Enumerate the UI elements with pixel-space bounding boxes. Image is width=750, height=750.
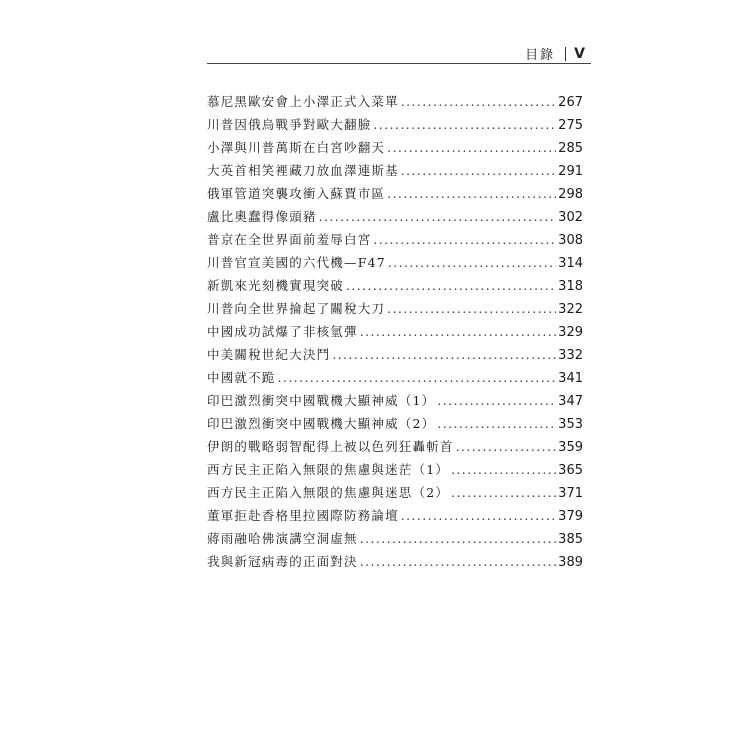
toc-entry-title: 西方民主正陷入無限的焦慮與迷思（2） [207, 485, 450, 500]
toc-entry-title: 俄軍管道突襲攻衝入蘇賈市區 [207, 186, 386, 201]
toc-entry-page: 308 [558, 233, 583, 248]
toc-entry[interactable] [207, 460, 583, 483]
toc-entry[interactable] [207, 437, 583, 460]
toc-entry-title: 中國就不跪 [207, 370, 276, 385]
toc-entry-title: 印巴激烈衝突中國戰機大顯神威（1） [207, 393, 436, 408]
toc-leader-dots [360, 324, 556, 339]
toc-entry[interactable] [207, 345, 583, 368]
toc-leader-dots [360, 554, 556, 569]
toc-leader-dots [401, 163, 556, 178]
toc-entry[interactable] [207, 391, 583, 414]
toc-entry-title: 蔣雨融哈佛演講空洞虛無 [207, 531, 358, 546]
toc-entry-title: 川普因俄烏戰爭對歐大翻臉 [207, 117, 372, 132]
toc-entry-page: 318 [558, 279, 583, 294]
toc-entry[interactable] [207, 368, 583, 391]
toc-entry[interactable] [207, 506, 583, 529]
toc-entry-title: 新凱來光刻機實現突破 [207, 278, 345, 293]
toc-entry[interactable] [207, 322, 583, 345]
toc-entry[interactable] [207, 276, 583, 299]
toc-entry[interactable] [207, 138, 583, 161]
running-head [525, 44, 585, 63]
toc-entry-page: 359 [558, 440, 583, 455]
toc-entry-page: 314 [558, 256, 583, 271]
toc-leader-dots [401, 508, 556, 523]
toc-leader-dots [360, 531, 556, 546]
toc-entry[interactable] [207, 161, 583, 184]
toc-entry-page: 347 [558, 394, 583, 409]
toc-entry-title: 川普官宣美國的六代機—F47 [207, 255, 386, 270]
toc-entry[interactable] [207, 184, 583, 207]
toc-entry-title: 中國成功試爆了非核氫彈 [207, 324, 358, 339]
toc-entry-page: 285 [558, 141, 583, 156]
toc-entry-title: 普京在全世界面前羞辱白宮 [207, 232, 372, 247]
toc-entry[interactable] [207, 299, 583, 322]
toc-entry[interactable] [207, 207, 583, 230]
toc-leader-dots [332, 347, 556, 362]
toc-entry-title: 董軍拒赴香格里拉國際防務論壇 [207, 508, 399, 523]
toc-entry-page: 389 [558, 555, 583, 570]
toc-leader-dots [451, 462, 556, 477]
toc-entry-page: 302 [558, 210, 583, 225]
toc-entry[interactable] [207, 92, 583, 115]
toc-entry-page: 275 [558, 118, 583, 133]
table-of-contents [207, 92, 583, 575]
toc-entry[interactable] [207, 253, 583, 276]
toc-entry[interactable] [207, 414, 583, 437]
toc-leader-dots [346, 278, 556, 293]
toc-leader-dots [451, 485, 556, 500]
toc-entry-title: 慕尼黑歐安會上小澤正式入菜單 [207, 94, 399, 109]
toc-entry-page: 353 [558, 417, 583, 432]
toc-entry-title: 大英首相笑裡藏刀放血澤連斯基 [207, 163, 399, 178]
toc-leader-dots [373, 232, 556, 247]
toc-entry[interactable] [207, 529, 583, 552]
toc-entry-title: 中美關稅世紀大決鬥 [207, 347, 331, 362]
toc-entry-page: 329 [558, 325, 583, 340]
toc-entry-page: 371 [558, 486, 583, 501]
toc-entry-title: 小澤與川普萬斯在白宮吵翻天 [207, 140, 386, 155]
toc-entry-title: 伊朗的戰略弱智配得上被以色列狂轟斬首 [207, 439, 454, 454]
page-number: V [574, 45, 585, 62]
toc-entry-title: 印巴激烈衝突中國戰機大顯神威（2） [207, 416, 436, 431]
toc-leader-dots [278, 370, 557, 385]
toc-leader-dots [437, 393, 556, 408]
toc-entry[interactable] [207, 230, 583, 253]
toc-entry-page: 332 [558, 348, 583, 363]
toc-entry-page: 291 [558, 164, 583, 179]
toc-leader-dots [437, 416, 556, 431]
toc-leader-dots [319, 209, 557, 224]
toc-entry-page: 267 [558, 95, 583, 110]
toc-leader-dots [387, 186, 556, 201]
header-rule [207, 63, 591, 64]
toc-entry-page: 322 [558, 302, 583, 317]
toc-entry-page: 298 [558, 187, 583, 202]
section-title: 目錄 [525, 48, 556, 63]
header-separator [565, 47, 566, 61]
toc-entry[interactable] [207, 115, 583, 138]
toc-entry-page: 341 [558, 371, 583, 386]
toc-entry-page: 385 [558, 532, 583, 547]
toc-entry-title: 盧比奧蠢得像頭豬 [207, 209, 317, 224]
toc-leader-dots [373, 117, 556, 132]
toc-entry[interactable] [207, 552, 583, 575]
toc-leader-dots [388, 255, 556, 270]
toc-entry-page: 379 [558, 509, 583, 524]
toc-leader-dots [401, 94, 556, 109]
toc-leader-dots [387, 301, 556, 316]
toc-entry-title: 川普向全世界掄起了關稅大刀 [207, 301, 386, 316]
toc-entry-page: 365 [558, 463, 583, 478]
toc-leader-dots [387, 140, 556, 155]
toc-leader-dots [456, 439, 557, 454]
toc-entry-title: 西方民主正陷入無限的焦慮與迷茫（1） [207, 462, 450, 477]
toc-entry[interactable] [207, 483, 583, 506]
toc-entry-title: 我與新冠病毒的正面對決 [207, 554, 358, 569]
